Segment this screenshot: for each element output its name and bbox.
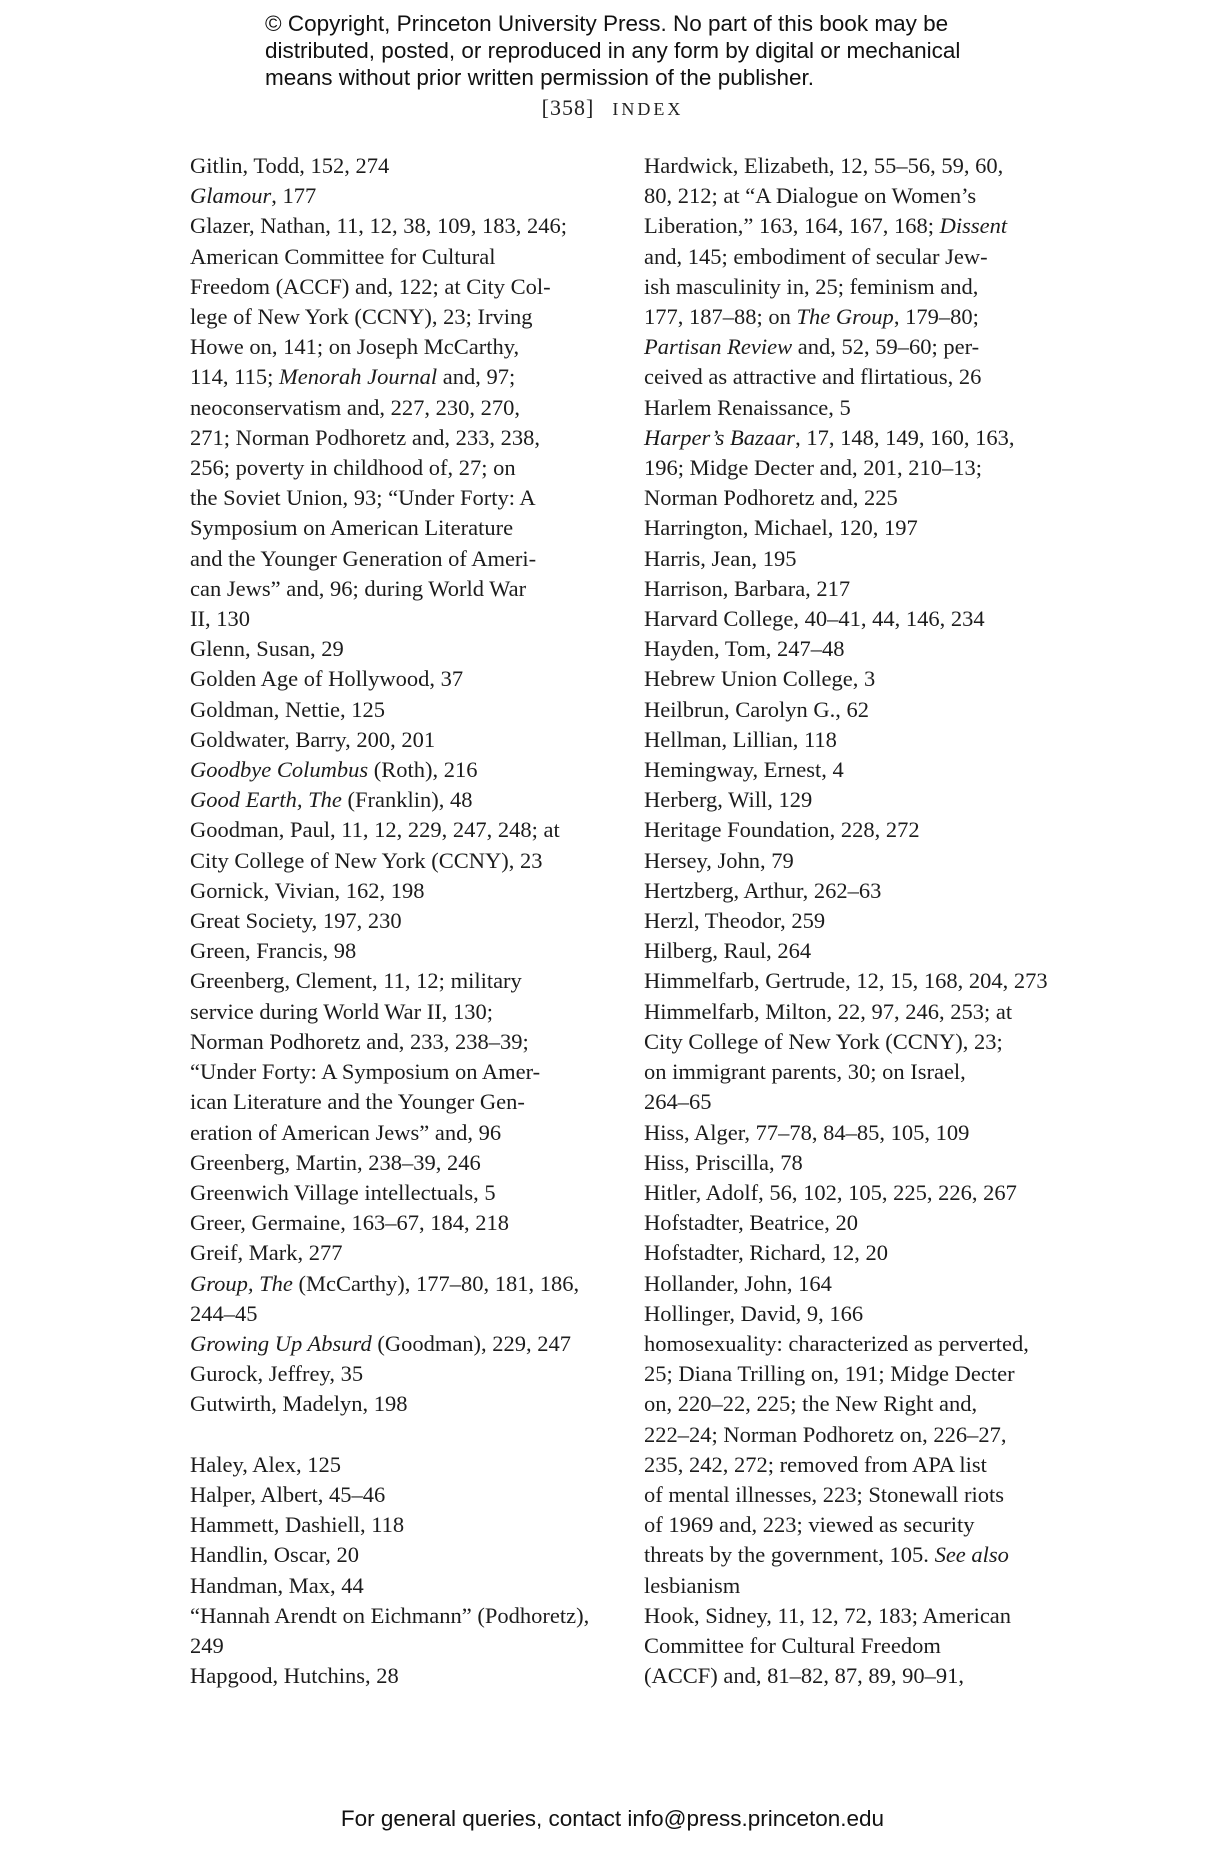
index-entry-continuation: on immigrant parents, 30; on Israel, [644,1059,966,1085]
index-entry-line: Greif, Mark, 277 [190,1240,343,1266]
index-entry [190,1389,610,1419]
index-entry [644,997,1064,1118]
index-entry-continuation: threats by the government, 105. See also [644,1542,1009,1568]
index-entry-line: Hardwick, Elizabeth, 12, 55–56, 59, 60, [644,153,1004,178]
index-entry-continuation: 271; Norman Podhoretz and, 233, 238, [190,424,540,450]
index-entry [190,966,610,1147]
index-entry-continuation: “Under Forty: A Symposium on Amer- [190,1059,541,1085]
index-entry-line: Greenberg, Clement, 11, 12; military [190,968,522,994]
letter-group-gap [190,1420,610,1450]
index-entry-line: Harper’s Bazaar, 17, 148, 149, 160, 163, [644,424,1015,450]
index-entry-continuation: and the Younger Generation of Ameri- [190,545,537,571]
index-entry-line: Hemingway, Ernest, 4 [644,757,844,783]
index-entry [190,695,610,725]
index-entry-continuation: of mental illnesses, 223; Stonewall riots [644,1481,1004,1507]
index-entry [190,1571,610,1601]
index-entry-line: Herzl, Theodor, 259 [644,908,826,934]
index-entry [644,151,1064,393]
index-entry-line: Halper, Albert, 45–46 [190,1481,386,1507]
index-entry [190,876,610,906]
index-entry-line: Glenn, Susan, 29 [190,636,344,662]
index-entry-line: Golden Age of Hollywood, 37 [190,666,464,692]
index-entry-line: Greer, Germaine, 163–67, 184, 218 [190,1210,510,1236]
index-entry [190,1661,610,1691]
index-entry-continuation: (ACCF) and, 81–82, 87, 89, 90–91, [644,1663,964,1689]
index-entry-line: Goldwater, Barry, 200, 201 [190,726,436,752]
index-entry-line: Goodman, Paul, 11, 12, 229, 247, 248; at [190,817,560,843]
index-entry [190,785,610,815]
index-entry-line: Glamour, 177 [190,183,317,209]
index-entry-line: “Hannah Arendt on Eichmann” (Podhoretz), [190,1602,590,1628]
index-entry [644,815,1064,845]
index-entry-continuation: Freedom (ACCF) and, 122; at City Col- [190,273,551,299]
index-entry [644,936,1064,966]
index-entry [190,1510,610,1540]
index-entry-line: Hayden, Tom, 247–48 [644,636,845,662]
index-entry-line: Hebrew Union College, 3 [644,666,876,692]
index-entry-line: Handlin, Oscar, 20 [190,1542,360,1568]
index-entry-continuation: Liberation,” 163, 164, 167, 168; Dissent [644,213,1008,239]
copyright-line: means without prior written permission of the publisher. [265,65,815,90]
index-entry [644,664,1064,694]
index-entry-continuation: Norman Podhoretz and, 233, 238–39; [190,1028,529,1054]
index-entry-line: Hiss, Priscilla, 78 [644,1149,803,1175]
index-entry-continuation: 249 [190,1632,224,1658]
index-entry-continuation: 222–24; Norman Podhoretz on, 226–27, [644,1421,1007,1447]
copyright-line: distributed, posted, or reproduced in any form by digital or mechanical [265,38,961,63]
index-entry-continuation: ceived as attractive and flirtatious, 26 [644,364,982,390]
index-entry-continuation: eration of American Jews” and, 96 [190,1119,502,1145]
index-entry [644,1299,1064,1329]
running-head [0,94,1225,123]
index-entry-line: Good Earth, The (Franklin), 48 [190,787,473,813]
index-entry-line: Glazer, Nathan, 11, 12, 38, 109, 183, 246; [190,213,567,239]
index-entry [644,725,1064,755]
index-entry-continuation: Norman Podhoretz and, 225 [644,485,898,511]
index-entry-continuation: II, 130 [190,606,250,632]
page-number: [358] [541,95,595,120]
footer-contact: For general queries, contact info@press.princeton.edu [340,1806,885,1831]
index-entry [190,815,610,875]
index-entry-line: Hook, Sidney, 11, 12, 72, 183; American [644,1602,1012,1628]
index-entry-continuation: can Jews” and, 96; during World War [190,575,527,601]
index-entry-continuation: on, 220–22, 225; the New Right and, [644,1391,978,1417]
index-entry-line: Hiss, Alger, 77–78, 84–85, 105, 109 [644,1119,970,1145]
index-entry [190,1450,610,1480]
index-entry-line: Gitlin, Todd, 152, 274 [190,153,390,178]
index-entry [190,1269,610,1329]
index-entry-line: homosexuality: characterized as perverted, [644,1330,1029,1356]
index-entry [190,151,610,181]
index-entry-continuation: Symposium on American Literature [190,515,514,541]
index-entry-continuation: service during World War II, 130; [190,998,493,1024]
index-entry-continuation: American Committee for Cultural [190,243,496,269]
index-entry [644,755,1064,785]
index-entry [190,634,610,664]
index-entry-line: Hollinger, David, 9, 166 [644,1300,864,1326]
index-entry [190,936,610,966]
index-entry [644,513,1064,543]
index-entry-continuation: 256; poverty in childhood of, 27; on [190,455,516,481]
index-entry [644,966,1064,996]
index-entry-line: Gurock, Jeffrey, 35 [190,1361,364,1387]
index-entry-continuation: 80, 212; at “A Dialogue on Women’s [644,183,977,209]
index-entry [644,846,1064,876]
index-entry-line: Herberg, Will, 129 [644,787,813,813]
index-entry-line: Group, The (McCarthy), 177–80, 181, 186, [190,1270,580,1296]
index-entry [644,604,1064,634]
index-entry-line: Goodbye Columbus (Roth), 216 [190,757,478,783]
index-entry-line: Goldman, Nettie, 125 [190,696,385,722]
index-entry-line: Harlem Renaissance, 5 [644,394,851,420]
index-entry-line: Hellman, Lillian, 118 [644,726,837,752]
index-entry-line: Gutwirth, Madelyn, 198 [190,1391,408,1417]
index-entry [644,544,1064,574]
index-entry [644,1208,1064,1238]
index-entry-continuation: 244–45 [190,1300,258,1326]
index-entry [644,1118,1064,1148]
index-entry-line: Heilbrun, Carolyn G., 62 [644,696,869,722]
index-entry [190,664,610,694]
index-entry-continuation: 114, 115; Menorah Journal and, 97; [190,364,516,390]
index-entry-continuation: ican Literature and the Younger Gen- [190,1089,525,1115]
index-entry [644,423,1064,514]
index-entry-continuation: Howe on, 141; on Joseph McCarthy, [190,334,520,360]
index-entry-line: Harrington, Michael, 120, 197 [644,515,918,541]
index-entry [190,1601,610,1661]
index-entry [644,1329,1064,1601]
index-entry-continuation: 25; Diana Trilling on, 191; Midge Decter [644,1361,1015,1387]
index-entry-line: Gornick, Vivian, 162, 198 [190,877,425,903]
index-entry [190,1208,610,1238]
index-entry-continuation: 196; Midge Decter and, 201, 210–13; [644,455,983,481]
index-entry [190,1238,610,1268]
index-entry-line: Hollander, John, 164 [644,1270,832,1296]
index-entry [190,725,610,755]
index-entry [190,1480,610,1510]
index-entry [190,755,610,785]
index-entry-continuation: Partisan Review and, 52, 59–60; per- [644,334,980,360]
index-entry [190,181,610,211]
index-entry-line: Greenwich Village intellectuals, 5 [190,1179,496,1205]
index-entry-line: Harrison, Barbara, 217 [644,575,851,601]
index-entry-continuation: 264–65 [644,1089,712,1115]
index-entry [190,1329,610,1359]
index-entry [644,876,1064,906]
index-entry-line: Himmelfarb, Milton, 22, 97, 246, 253; at [644,998,1013,1024]
index-entry-continuation: 235, 242, 272; removed from APA list [644,1451,987,1477]
index-entry [644,574,1064,604]
copyright-notice [265,10,1025,91]
index-entry-continuation: and, 145; embodiment of secular Jew- [644,243,988,269]
index-entry [644,785,1064,815]
index-entry-continuation: City College of New York (CCNY), 23 [190,847,543,873]
index-entry [190,1359,610,1389]
index-entry-continuation: Committee for Cultural Freedom [644,1632,941,1658]
index-entry [190,1540,610,1570]
index-entry-line: Himmelfarb, Gertrude, 12, 15, 168, 204, 273 [644,968,1048,994]
index-entry-line: Heritage Foundation, 228, 272 [644,817,920,843]
index-entry [644,695,1064,725]
index-entry-continuation: neoconservatism and, 227, 230, 270, [190,394,520,420]
index-entry-line: Great Society, 197, 230 [190,908,402,934]
index-entry [190,1148,610,1178]
index-entry [644,906,1064,936]
copyright-line: © Copyright, Princeton University Press. No part of this book may be [265,11,949,36]
index-column-left [190,151,610,1691]
index-entry [190,906,610,936]
index-entry-line: Hapgood, Hutchins, 28 [190,1663,399,1689]
index-entry [644,1601,1064,1692]
index-entry-line: Hertzberg, Arthur, 262–63 [644,877,882,903]
index-entry-continuation: ish masculinity in, 25; feminism and, [644,273,979,299]
index-entry [644,1148,1064,1178]
index-entry-line: Hofstadter, Richard, 12, 20 [644,1240,889,1266]
index-entry-line: Green, Francis, 98 [190,938,357,964]
index-entry-continuation: the Soviet Union, 93; “Under Forty: A [190,485,536,511]
index-entry [644,393,1064,423]
index-entry [190,1178,610,1208]
index-entry-line: Hammett, Dashiell, 118 [190,1512,405,1538]
index-entry-continuation: of 1969 and, 223; viewed as security [644,1512,975,1538]
index-entry-line: Hitler, Adolf, 56, 102, 105, 225, 226, 267 [644,1179,1017,1205]
index-entry [644,1238,1064,1268]
index-entry [644,1178,1064,1208]
index-entry [644,1269,1064,1299]
index-entry-line: Handman, Max, 44 [190,1572,364,1598]
index-entry-continuation: 177, 187–88; on The Group, 179–80; [644,304,979,330]
index-entry-line: Greenberg, Martin, 238–39, 246 [190,1149,481,1175]
index-entry-continuation: City College of New York (CCNY), 23; [644,1028,1003,1054]
index-entry-line: Hofstadter, Beatrice, 20 [644,1210,859,1236]
index-entry [644,634,1064,664]
index-entry [190,211,610,634]
section-title: INDEX [612,99,684,119]
index-entry-line: Hilberg, Raul, 264 [644,938,812,964]
index-entry-line: Hersey, John, 79 [644,847,794,873]
index-entry-line: Harvard College, 40–41, 44, 146, 234 [644,606,985,632]
index-entry-continuation: lesbianism [644,1572,741,1598]
index-entry-line: Haley, Alex, 125 [190,1451,342,1477]
index-column-right [644,151,1064,1691]
index-entry-line: Harris, Jean, 195 [644,545,797,571]
index-entry-continuation: lege of New York (CCNY), 23; Irving [190,304,533,330]
index-entry-line: Growing Up Absurd (Goodman), 229, 247 [190,1330,572,1356]
